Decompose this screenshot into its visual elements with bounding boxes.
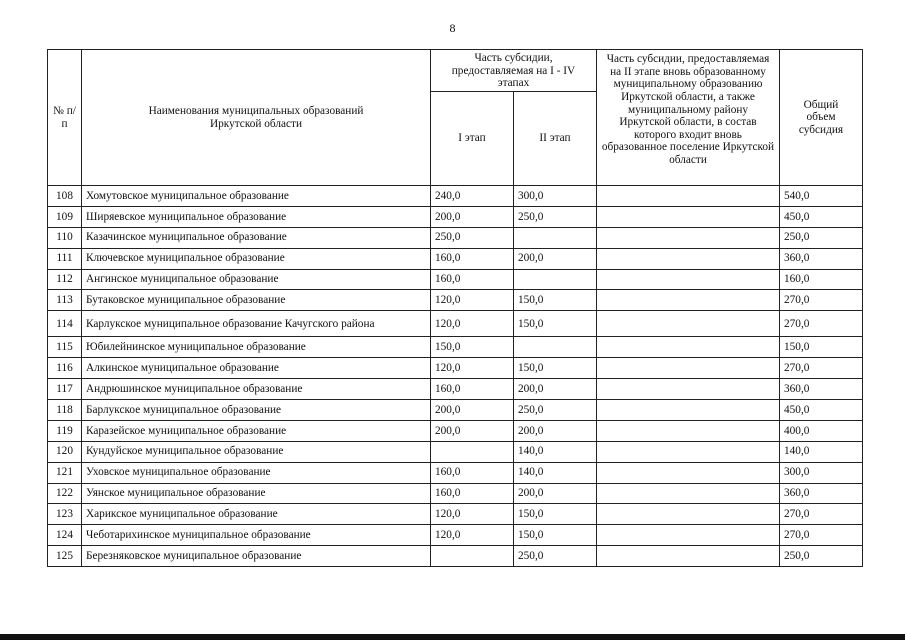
row-total: 540,0 [780, 186, 863, 207]
header-subsidy-stages: Часть субсидии, предоставляемая на I - IV этапах [431, 50, 597, 92]
row-total: 270,0 [780, 504, 863, 525]
row-total: 270,0 [780, 525, 863, 546]
table-row [48, 227, 863, 248]
row-new-mo-subsidy [597, 483, 780, 504]
row-new-mo-subsidy [597, 227, 780, 248]
subsidy-table [47, 49, 863, 567]
row-name: Уянское муниципальное образование [82, 483, 431, 504]
row-number: 115 [48, 337, 82, 358]
table-row [48, 400, 863, 421]
row-total: 250,0 [780, 546, 863, 567]
row-number: 109 [48, 206, 82, 227]
table-row [48, 379, 863, 400]
row-stage-1: 160,0 [431, 248, 514, 269]
row-new-mo-subsidy [597, 206, 780, 227]
table-row [48, 420, 863, 441]
row-number: 121 [48, 462, 82, 483]
row-name: Березняковское муниципальное образование [82, 546, 431, 567]
row-stage-1: 160,0 [431, 462, 514, 483]
table-row [48, 483, 863, 504]
row-stage-2: 150,0 [514, 358, 597, 379]
row-stage-1 [431, 441, 514, 462]
row-stage-1: 160,0 [431, 379, 514, 400]
page-edge [0, 634, 905, 640]
row-stage-2: 150,0 [514, 525, 597, 546]
row-number: 119 [48, 420, 82, 441]
table-header [48, 50, 863, 186]
row-number: 125 [48, 546, 82, 567]
row-name: Ангинское муниципальное образование [82, 269, 431, 290]
row-stage-1: 120,0 [431, 290, 514, 311]
row-new-mo-subsidy [597, 504, 780, 525]
row-name: Алкинское муниципальное образование [82, 358, 431, 379]
header-total: Общий объем субсидия [780, 50, 863, 186]
header-name: Наименования муниципальных образований Иркутской области [82, 50, 431, 186]
row-new-mo-subsidy [597, 248, 780, 269]
row-stage-1: 120,0 [431, 525, 514, 546]
row-stage-1: 120,0 [431, 358, 514, 379]
row-stage-1: 200,0 [431, 420, 514, 441]
row-total: 250,0 [780, 227, 863, 248]
row-total: 360,0 [780, 379, 863, 400]
row-name: Андрюшинское муниципальное образование [82, 379, 431, 400]
table-row [48, 462, 863, 483]
row-stage-2 [514, 227, 597, 248]
row-number: 116 [48, 358, 82, 379]
row-stage-2: 250,0 [514, 400, 597, 421]
row-new-mo-subsidy [597, 441, 780, 462]
table-row [48, 525, 863, 546]
row-number: 124 [48, 525, 82, 546]
row-total: 450,0 [780, 206, 863, 227]
row-number: 112 [48, 269, 82, 290]
row-number: 117 [48, 379, 82, 400]
row-name: Хомутовское муниципальное образование [82, 186, 431, 207]
row-stage-2: 250,0 [514, 206, 597, 227]
row-stage-1: 240,0 [431, 186, 514, 207]
table-row [48, 269, 863, 290]
table-row [48, 186, 863, 207]
row-new-mo-subsidy [597, 379, 780, 400]
row-stage-1: 250,0 [431, 227, 514, 248]
header-number: № п/п [48, 50, 82, 186]
table-row [48, 546, 863, 567]
table-row [48, 358, 863, 379]
row-new-mo-subsidy [597, 525, 780, 546]
row-stage-1: 200,0 [431, 206, 514, 227]
row-stage-2: 150,0 [514, 311, 597, 337]
row-name: Бутаковское муниципальное образование [82, 290, 431, 311]
row-name: Юбилейнинское муниципальное образование [82, 337, 431, 358]
table-row [48, 290, 863, 311]
row-name: Барлукское муниципальное образование [82, 400, 431, 421]
row-number: 120 [48, 441, 82, 462]
row-stage-2: 150,0 [514, 290, 597, 311]
row-stage-1: 160,0 [431, 483, 514, 504]
row-total: 150,0 [780, 337, 863, 358]
row-stage-2: 150,0 [514, 504, 597, 525]
row-number: 122 [48, 483, 82, 504]
row-total: 360,0 [780, 483, 863, 504]
row-number: 108 [48, 186, 82, 207]
row-stage-1: 120,0 [431, 311, 514, 337]
table-row [48, 504, 863, 525]
row-total: 300,0 [780, 462, 863, 483]
row-number: 114 [48, 311, 82, 337]
row-new-mo-subsidy [597, 420, 780, 441]
header-new-mo-subsidy: Часть субсидии, предоставляемая на II этапе вновь образованному муниципальному образованию Иркутской области, а также муниципальному району Иркутской области, в состав которого входит вновь образованное поселение Иркутской области [597, 50, 780, 186]
row-name: Каразейское муниципальное образование [82, 420, 431, 441]
row-new-mo-subsidy [597, 311, 780, 337]
header-stage-2: II этап [514, 92, 597, 186]
row-name: Чеботарихинское муниципальное образование [82, 525, 431, 546]
row-stage-1: 200,0 [431, 400, 514, 421]
row-number: 111 [48, 248, 82, 269]
row-new-mo-subsidy [597, 546, 780, 567]
table-row [48, 311, 863, 337]
row-number: 123 [48, 504, 82, 525]
row-number: 110 [48, 227, 82, 248]
table-row [48, 441, 863, 462]
row-stage-2: 200,0 [514, 483, 597, 504]
table-row [48, 248, 863, 269]
header-stage-1: I этап [431, 92, 514, 186]
row-total: 400,0 [780, 420, 863, 441]
row-name: Ширяевское муниципальное образование [82, 206, 431, 227]
row-stage-2 [514, 269, 597, 290]
row-stage-2: 140,0 [514, 462, 597, 483]
table-body [48, 186, 863, 567]
row-name: Карлукское муниципальное образование Качугского района [82, 311, 431, 337]
page-number: 8 [449, 21, 456, 35]
row-total: 360,0 [780, 248, 863, 269]
row-stage-1: 150,0 [431, 337, 514, 358]
row-total: 140,0 [780, 441, 863, 462]
row-new-mo-subsidy [597, 462, 780, 483]
row-total: 270,0 [780, 358, 863, 379]
row-stage-1 [431, 546, 514, 567]
row-stage-1: 160,0 [431, 269, 514, 290]
row-stage-2: 200,0 [514, 379, 597, 400]
row-stage-2: 300,0 [514, 186, 597, 207]
row-stage-2: 140,0 [514, 441, 597, 462]
row-total: 270,0 [780, 311, 863, 337]
row-total: 270,0 [780, 290, 863, 311]
row-new-mo-subsidy [597, 186, 780, 207]
row-name: Казачинское муниципальное образование [82, 227, 431, 248]
row-new-mo-subsidy [597, 269, 780, 290]
row-name: Уховское муниципальное образование [82, 462, 431, 483]
row-name: Кундуйское муниципальное образование [82, 441, 431, 462]
row-stage-1: 120,0 [431, 504, 514, 525]
row-stage-2: 200,0 [514, 248, 597, 269]
row-name: Харикское муниципальное образование [82, 504, 431, 525]
row-number: 118 [48, 400, 82, 421]
row-number: 113 [48, 290, 82, 311]
table-row [48, 337, 863, 358]
row-name: Ключевское муниципальное образование [82, 248, 431, 269]
row-new-mo-subsidy [597, 290, 780, 311]
row-new-mo-subsidy [597, 400, 780, 421]
row-stage-2: 250,0 [514, 546, 597, 567]
row-new-mo-subsidy [597, 358, 780, 379]
row-total: 160,0 [780, 269, 863, 290]
row-new-mo-subsidy [597, 337, 780, 358]
row-stage-2: 200,0 [514, 420, 597, 441]
row-total: 450,0 [780, 400, 863, 421]
row-stage-2 [514, 337, 597, 358]
table-row [48, 206, 863, 227]
